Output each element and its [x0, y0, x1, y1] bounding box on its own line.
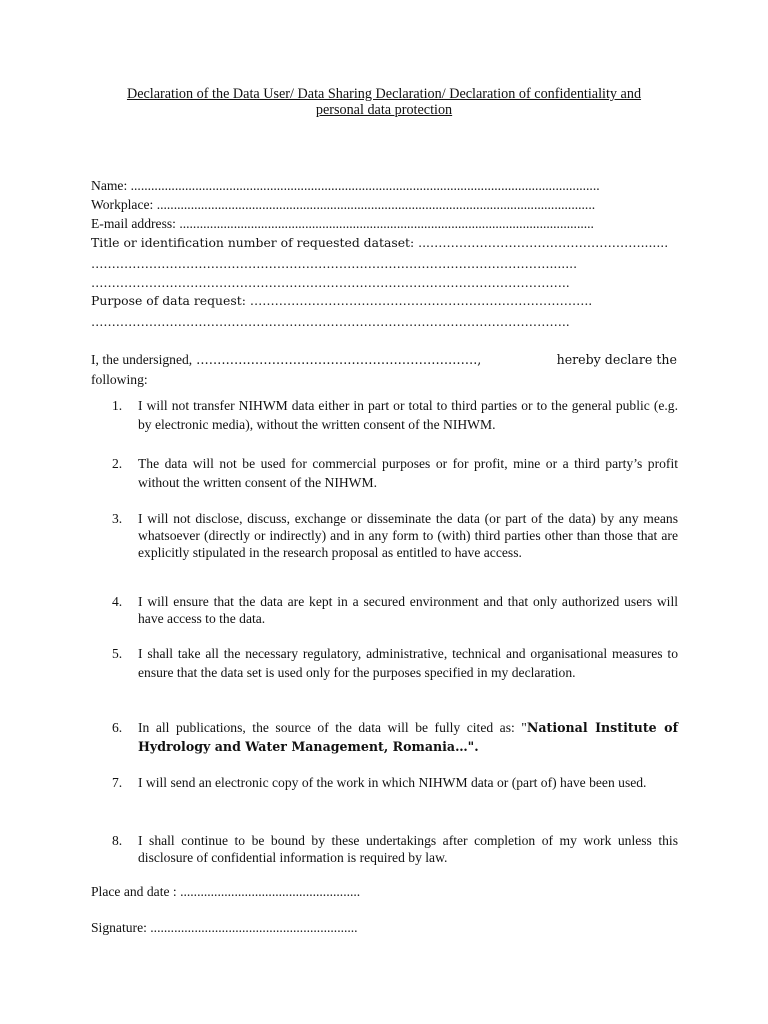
list-text: The data will not be used for commercial purposes or for profit, mine or a third party’s profit without the written consent of the NIHWM. [138, 456, 678, 490]
list-number: 8. [112, 833, 123, 848]
dataset-field-continued-2[interactable]: …………………………………………………………………………………………………….. [91, 275, 570, 290]
declaration-intro [91, 350, 677, 390]
list-text: I shall continue to be bound by these undertakings after completion of my work unless this disclosure of confidential information is required by law. [138, 833, 678, 865]
list-text: I shall take all the necessary regulatory, administrative, technical and organisational measures to ensure that the data set is used only for the purposes specified in my declaration. [138, 646, 678, 680]
intro-following: following: [91, 372, 148, 387]
email-field[interactable]: E-mail address: .......................................................................................................................... [91, 216, 594, 231]
list-number: 6. [112, 720, 123, 735]
document-title [90, 86, 678, 118]
list-number: 1. [112, 398, 123, 413]
list-number: 4. [112, 594, 123, 609]
list-item [112, 773, 678, 792]
list-text: I will not transfer NIHWM data either in part or total to third parties or to the general public (e.g. by electronic media), without the written consent of the NIHWM. [138, 398, 678, 432]
workplace-field[interactable]: Workplace: ................................................................................................................................. [91, 197, 596, 212]
purpose-field-continued[interactable]: …………………………………………………………………………………………………….. [91, 314, 570, 329]
place-date-field[interactable]: Place and date : ..................................................... [91, 884, 361, 899]
intro-undersigned: I, the undersigned, [91, 352, 193, 367]
list-text: I will not disclose, discuss, exchange or disseminate the data (or part of the data) by any means whatsoever (directly or indirectly) and in any form to (with) third parties other than those that are explicitly stipulated in the research proposal as entitled to have access. [138, 511, 678, 560]
purpose-field[interactable]: Purpose of data request: ……………………………………………………………………….. [91, 293, 593, 308]
list-item [112, 454, 678, 492]
dataset-field-continued-1[interactable]: …………………………………………………………………………………………………....... [91, 256, 578, 271]
title-line-2: personal data protection [315, 102, 453, 118]
citation-source: National Institute of Hydrology and Water Management, Romania…". [138, 720, 678, 754]
undersigned-name-field[interactable]: …………………………………………………………., [196, 352, 482, 367]
list-text: I will ensure that the data are kept in a secured environment and that only authorized users will have access to the data. [138, 594, 678, 626]
title-line-1: Declaration of the Data User/ Data Sharing Declaration/ Declaration of confidentiality and [126, 86, 642, 102]
list-text [138, 718, 678, 756]
list-number: 5. [112, 646, 123, 661]
list-item [112, 718, 678, 756]
list-number: 7. [112, 775, 123, 790]
citation-intro: In all publications, the source of the data will be fully cited as: " [138, 720, 527, 735]
list-item [112, 644, 678, 682]
list-item [112, 593, 678, 627]
dataset-field[interactable]: Title or identification number of requested dataset: ...……………………………………………....... [91, 235, 669, 250]
list-item [112, 396, 678, 434]
intro-hereby-declare: hereby declare the [556, 352, 677, 367]
signature-field[interactable]: Signature: ............................................................. [91, 920, 358, 935]
list-number: 2. [112, 456, 123, 471]
name-field[interactable]: Name: .......................................................................................................................................... [91, 178, 600, 193]
list-number: 3. [112, 511, 123, 526]
list-item [112, 832, 678, 866]
list-text: I will send an electronic copy of the work in which NIHWM data or (part of) have been used. [138, 775, 647, 790]
list-item [112, 510, 678, 561]
